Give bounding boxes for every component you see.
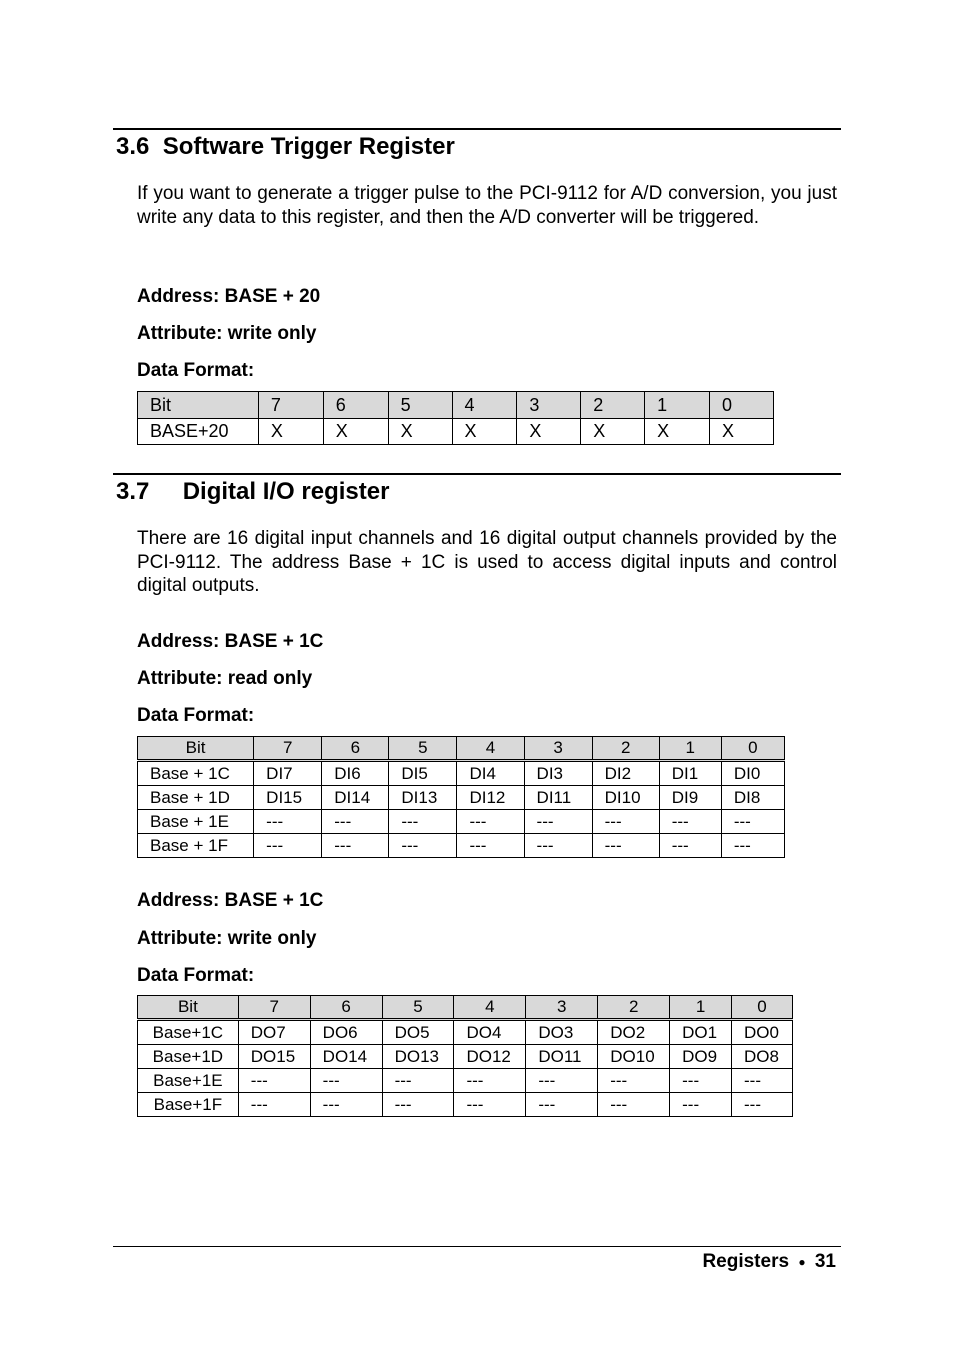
table-row xyxy=(138,1069,793,1093)
table-cell: DO7 xyxy=(238,1020,310,1045)
table-cell: X xyxy=(258,419,323,445)
bullet-icon: ● xyxy=(798,1254,806,1269)
section-paragraph: There are 16 digital input channels and 16 digital output channels provided by the PCI-9112. The address Base + 1C is used to access digital inputs and control digital outputs. xyxy=(137,528,837,596)
table-cell: 6 xyxy=(310,996,382,1020)
footer-section-title: Registers xyxy=(702,1251,790,1272)
table-cell: DO13 xyxy=(382,1045,454,1069)
table-cell: --- xyxy=(238,1093,310,1117)
table-cell: DI1 xyxy=(659,761,721,786)
table-cell: DI8 xyxy=(721,786,784,810)
table-cell: DO5 xyxy=(382,1020,454,1045)
table-cell: DI13 xyxy=(389,786,457,810)
table-cell: --- xyxy=(389,810,457,834)
table-cell: 5 xyxy=(388,392,452,419)
table-cell: DI12 xyxy=(457,786,524,810)
table-cell: DI2 xyxy=(592,761,659,786)
table-cell: 0 xyxy=(721,737,784,761)
table-cell: Base + 1D xyxy=(138,786,254,810)
table-cell: --- xyxy=(457,834,524,858)
table-cell: --- xyxy=(670,1069,732,1093)
table-cell: DO0 xyxy=(732,1020,793,1045)
table-cell: --- xyxy=(526,1069,598,1093)
table-cell: DI11 xyxy=(524,786,592,810)
address-label: Address: BASE + 20 xyxy=(137,286,321,307)
table-cell: --- xyxy=(524,834,592,858)
table-cell: DI6 xyxy=(322,761,389,786)
table-cell: 2 xyxy=(592,737,659,761)
table-cell: 0 xyxy=(732,996,793,1020)
trigger-register-table xyxy=(137,391,774,445)
table-cell: DO9 xyxy=(670,1045,732,1069)
table-cell: DI7 xyxy=(254,761,322,786)
table-cell: DO4 xyxy=(454,1020,526,1045)
footer-rule xyxy=(113,1246,841,1247)
table-cell: DI4 xyxy=(457,761,524,786)
table-cell: 3 xyxy=(517,392,581,419)
table-cell: X xyxy=(517,419,581,445)
table-cell: 4 xyxy=(457,737,524,761)
table-cell: DO8 xyxy=(732,1045,793,1069)
table-cell: DI5 xyxy=(389,761,457,786)
table-cell: --- xyxy=(382,1093,454,1117)
address-label: Address: BASE + 1C xyxy=(137,631,324,652)
data-format-label: Data Format: xyxy=(137,965,255,986)
table-cell: 1 xyxy=(670,996,732,1020)
table-cell: 7 xyxy=(258,392,323,419)
attribute-label: Attribute: read only xyxy=(137,668,313,689)
table-cell: DI15 xyxy=(254,786,322,810)
table-cell: --- xyxy=(659,834,721,858)
table-cell: --- xyxy=(454,1069,526,1093)
table-cell: Base + 1E xyxy=(138,810,254,834)
table-cell: --- xyxy=(457,810,524,834)
table-cell: DO3 xyxy=(526,1020,598,1045)
section-rule xyxy=(113,128,841,130)
table-row xyxy=(138,761,785,786)
table-cell: --- xyxy=(238,1069,310,1093)
section-rule xyxy=(113,473,841,475)
table-cell: DO14 xyxy=(310,1045,382,1069)
table-row xyxy=(138,1093,793,1117)
table-cell: X xyxy=(645,419,710,445)
table-cell: --- xyxy=(721,834,784,858)
table-cell: --- xyxy=(526,1093,598,1117)
table-cell: Base + 1C xyxy=(138,761,254,786)
table-cell: Bit xyxy=(138,737,254,761)
data-format-label: Data Format: xyxy=(137,705,255,726)
table-cell: Base+1F xyxy=(138,1093,239,1117)
table-cell: BASE+20 xyxy=(138,419,259,445)
table-cell: --- xyxy=(592,810,659,834)
table-cell: 1 xyxy=(645,392,710,419)
table-cell: 1 xyxy=(659,737,721,761)
table-row xyxy=(138,810,785,834)
table-cell: Base+1D xyxy=(138,1045,239,1069)
data-format-label: Data Format: xyxy=(137,360,255,381)
table-cell: 3 xyxy=(526,996,598,1020)
table-header-row xyxy=(138,737,785,761)
table-row xyxy=(138,1020,793,1045)
table-cell: Bit xyxy=(138,392,259,419)
table-cell: --- xyxy=(454,1093,526,1117)
table-cell: DI10 xyxy=(592,786,659,810)
table-row xyxy=(138,419,774,445)
table-cell: --- xyxy=(254,834,322,858)
table-cell: Base+1E xyxy=(138,1069,239,1093)
table-cell: --- xyxy=(598,1093,670,1117)
table-cell: 2 xyxy=(598,996,670,1020)
table-cell: DO12 xyxy=(454,1045,526,1069)
section-paragraph: If you want to generate a trigger pulse to the PCI-9112 for A/D conversion, you just write any data to this register, and then the A/D converter will be triggered. xyxy=(137,183,837,228)
table-cell: DO6 xyxy=(310,1020,382,1045)
table-cell: X xyxy=(323,419,388,445)
digital-input-table xyxy=(137,736,785,858)
table-cell: --- xyxy=(254,810,322,834)
table-row xyxy=(138,786,785,810)
table-cell: --- xyxy=(732,1093,793,1117)
table-cell: Base + 1F xyxy=(138,834,254,858)
table-cell: DO1 xyxy=(670,1020,732,1045)
page-footer xyxy=(702,1251,836,1273)
table-cell: DI0 xyxy=(721,761,784,786)
table-cell: 4 xyxy=(452,392,517,419)
table-cell: 7 xyxy=(254,737,322,761)
table-cell: Bit xyxy=(138,996,239,1020)
table-cell: 5 xyxy=(382,996,454,1020)
table-cell: 5 xyxy=(389,737,457,761)
table-cell: --- xyxy=(310,1069,382,1093)
table-cell: --- xyxy=(310,1093,382,1117)
table-cell: DO15 xyxy=(238,1045,310,1069)
section-heading: 3.6 Software Trigger Register xyxy=(116,133,455,160)
table-header-row xyxy=(138,392,774,419)
table-cell: DO2 xyxy=(598,1020,670,1045)
table-cell: --- xyxy=(382,1069,454,1093)
table-cell: 6 xyxy=(323,392,388,419)
table-cell: 2 xyxy=(581,392,645,419)
page-number: 31 xyxy=(814,1251,836,1272)
table-cell: X xyxy=(710,419,774,445)
table-cell: --- xyxy=(592,834,659,858)
table-row xyxy=(138,834,785,858)
table-cell: --- xyxy=(524,810,592,834)
table-cell: --- xyxy=(659,810,721,834)
table-cell: DI9 xyxy=(659,786,721,810)
table-cell: 6 xyxy=(322,737,389,761)
table-cell: DI14 xyxy=(322,786,389,810)
table-cell: DO11 xyxy=(526,1045,598,1069)
table-cell: X xyxy=(452,419,517,445)
table-cell: DI3 xyxy=(524,761,592,786)
table-row xyxy=(138,1045,793,1069)
table-cell: 4 xyxy=(454,996,526,1020)
table-cell: --- xyxy=(322,834,389,858)
table-cell: --- xyxy=(598,1069,670,1093)
table-cell: X xyxy=(581,419,645,445)
table-cell: --- xyxy=(670,1093,732,1117)
table-cell: 3 xyxy=(524,737,592,761)
table-cell: DO10 xyxy=(598,1045,670,1069)
table-cell: --- xyxy=(322,810,389,834)
table-cell: Base+1C xyxy=(138,1020,239,1045)
attribute-label: Attribute: write only xyxy=(137,928,317,949)
table-cell: --- xyxy=(732,1069,793,1093)
table-cell: X xyxy=(388,419,452,445)
table-cell: 0 xyxy=(710,392,774,419)
table-header-row xyxy=(138,996,793,1020)
table-cell: --- xyxy=(389,834,457,858)
table-cell: 7 xyxy=(238,996,310,1020)
address-label: Address: BASE + 1C xyxy=(137,890,324,911)
digital-output-table xyxy=(137,995,793,1117)
table-cell: --- xyxy=(721,810,784,834)
attribute-label: Attribute: write only xyxy=(137,323,317,344)
section-heading: 3.7 Digital I/O register xyxy=(116,478,390,505)
